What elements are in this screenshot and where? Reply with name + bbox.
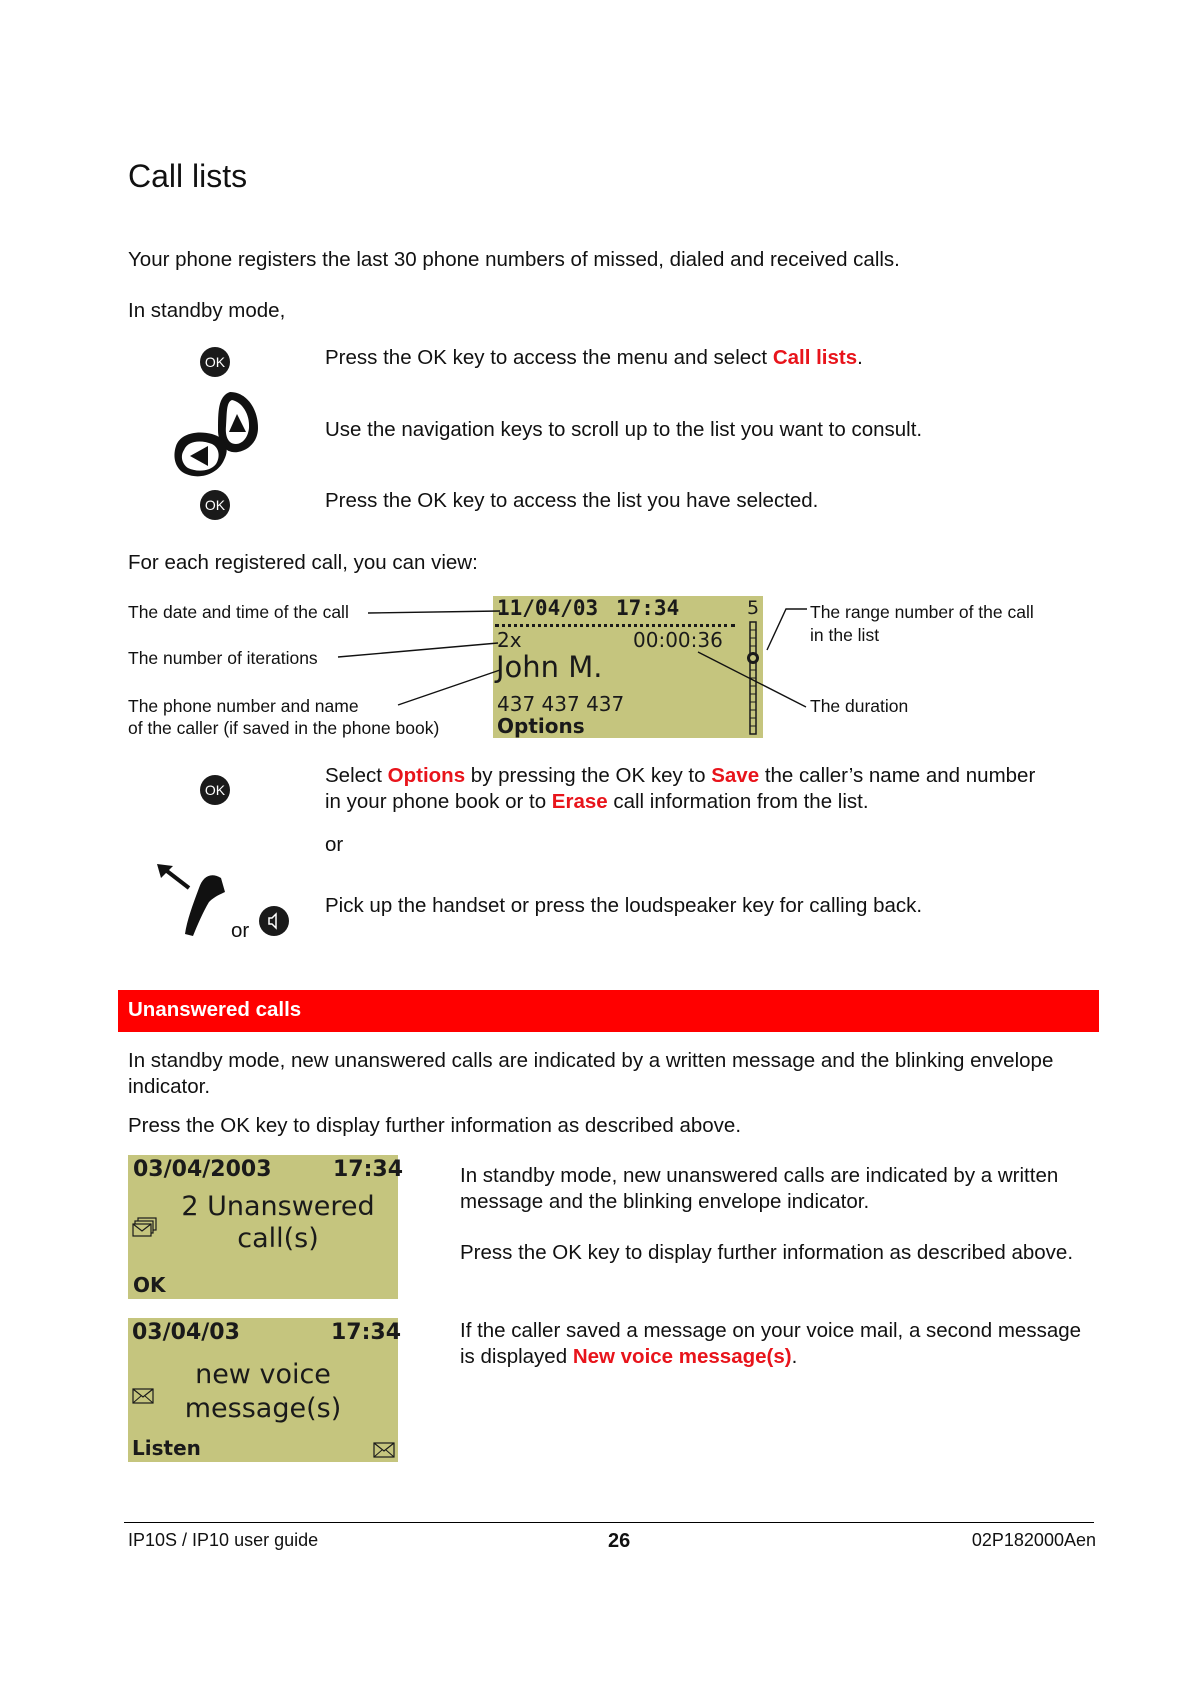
step-3-text: Press the OK key to access the list you have selected. [325, 489, 819, 512]
view-intro-text: For each registered call, you can view: [128, 551, 478, 574]
right-para-2: Press the OK key to display further information as described above. [460, 1241, 1074, 1264]
options-text-c: the caller’s name and number [759, 764, 1036, 787]
screen1-time: 17:34 [333, 1157, 404, 1182]
call-range-number: 5 [747, 597, 760, 619]
call-time: 17:34 [616, 596, 680, 620]
screen1-softkey: OK [133, 1273, 166, 1297]
ok-key-icon: OK [200, 490, 230, 520]
right-para-3-post: . [791, 1345, 798, 1368]
screen2-line2: message(s) [184, 1393, 342, 1424]
envelope-icon [373, 1442, 395, 1458]
section-para-1: In standby mode, new unanswered calls are indicated by a written message and the blinking envelope indicator. [128, 1049, 1054, 1098]
caller-number: 437 437 437 [497, 692, 625, 716]
footer-right: 02P182000Aen [971, 1530, 1096, 1550]
or-text-icons: or [231, 919, 250, 942]
screen1-line1: 2 Unanswered [181, 1191, 375, 1222]
step-1-pre: Press the OK key to access the menu and select [325, 346, 773, 369]
screen1-message [158, 1191, 398, 1255]
right-para-3-pre: If the caller saved a message on your voice mail, a second message is displayed [460, 1319, 1082, 1368]
label-phone-name-1: The phone number and name [128, 696, 359, 716]
handset-icon [155, 862, 237, 940]
footer-divider [124, 1522, 1094, 1523]
right-para-3 [460, 1318, 1100, 1370]
envelope-stack-icon [132, 1217, 158, 1239]
label-range-2: in the list [810, 625, 880, 645]
call-lists-highlight: Call lists [772, 346, 858, 369]
loudspeaker-key-icon [259, 906, 289, 936]
pickup-text: Pick up the handset or press the loudspeaker key for calling back. [325, 894, 923, 917]
ok-key-icon: OK [200, 775, 230, 805]
envelope-icon [132, 1388, 154, 1404]
erase-highlight: Erase [551, 790, 608, 813]
options-text-e: call information from the list. [607, 790, 869, 813]
caller-name: John M. [496, 650, 603, 684]
label-phone-name-2: of the caller (if saved in the phone book) [128, 718, 440, 738]
options-softkey: Options [497, 714, 585, 738]
options-text-d: in your phone book or to [325, 790, 552, 813]
diagram-leader-lines [0, 0, 1191, 800]
intro-text: Your phone registers the last 30 phone numbers of missed, dialed and received calls. [128, 248, 900, 271]
section-para-2: Press the OK key to display further information as described above. [128, 1114, 742, 1137]
unanswered-calls-screen [128, 1155, 404, 1299]
call-duration: 00:00:36 [633, 628, 723, 652]
options-step-text [325, 763, 1035, 815]
section-header [118, 990, 1099, 1032]
options-highlight: Options [387, 764, 466, 787]
page-number: 26 [608, 1530, 631, 1552]
step-2-text: Use the navigation keys to scroll up to the list you want to consult. [325, 418, 923, 441]
step-1-post: . [857, 346, 863, 369]
label-iterations: The number of iterations [128, 648, 318, 668]
screen1-line2: call(s) [237, 1223, 319, 1254]
footer-left: IP10S / IP10 user guide [128, 1530, 319, 1550]
screen2-softkey: Listen [132, 1436, 201, 1460]
label-date-time: The date and time of the call [128, 602, 349, 622]
call-iterations: 2x [497, 628, 522, 652]
or-text: or [325, 833, 344, 856]
label-duration: The duration [810, 696, 909, 716]
screen1-date: 03/04/2003 [133, 1157, 272, 1182]
ok-key-icon: OK [200, 347, 230, 377]
label-range-1: The range number of the call [810, 602, 1034, 622]
voice-message-screen [128, 1318, 402, 1462]
options-text-a: Select [325, 764, 388, 787]
page-title: Call lists [128, 158, 248, 194]
new-voice-message-highlight: New voice message(s) [572, 1345, 792, 1368]
screen2-line1: new voice [195, 1359, 331, 1390]
screen2-message [158, 1358, 368, 1426]
right-para-1: In standby mode, new unanswered calls are indicated by a written message and the blinking envelope indicator. [460, 1164, 1059, 1213]
call-date: 11/04/03 [497, 596, 599, 620]
section-title: Unanswered calls [128, 998, 302, 1021]
screen2-time: 17:34 [331, 1320, 402, 1345]
screen2-date: 03/04/03 [132, 1320, 240, 1345]
standby-text: In standby mode, [128, 299, 286, 322]
save-highlight: Save [711, 764, 760, 787]
options-text-b: by pressing the OK key to [465, 764, 712, 787]
